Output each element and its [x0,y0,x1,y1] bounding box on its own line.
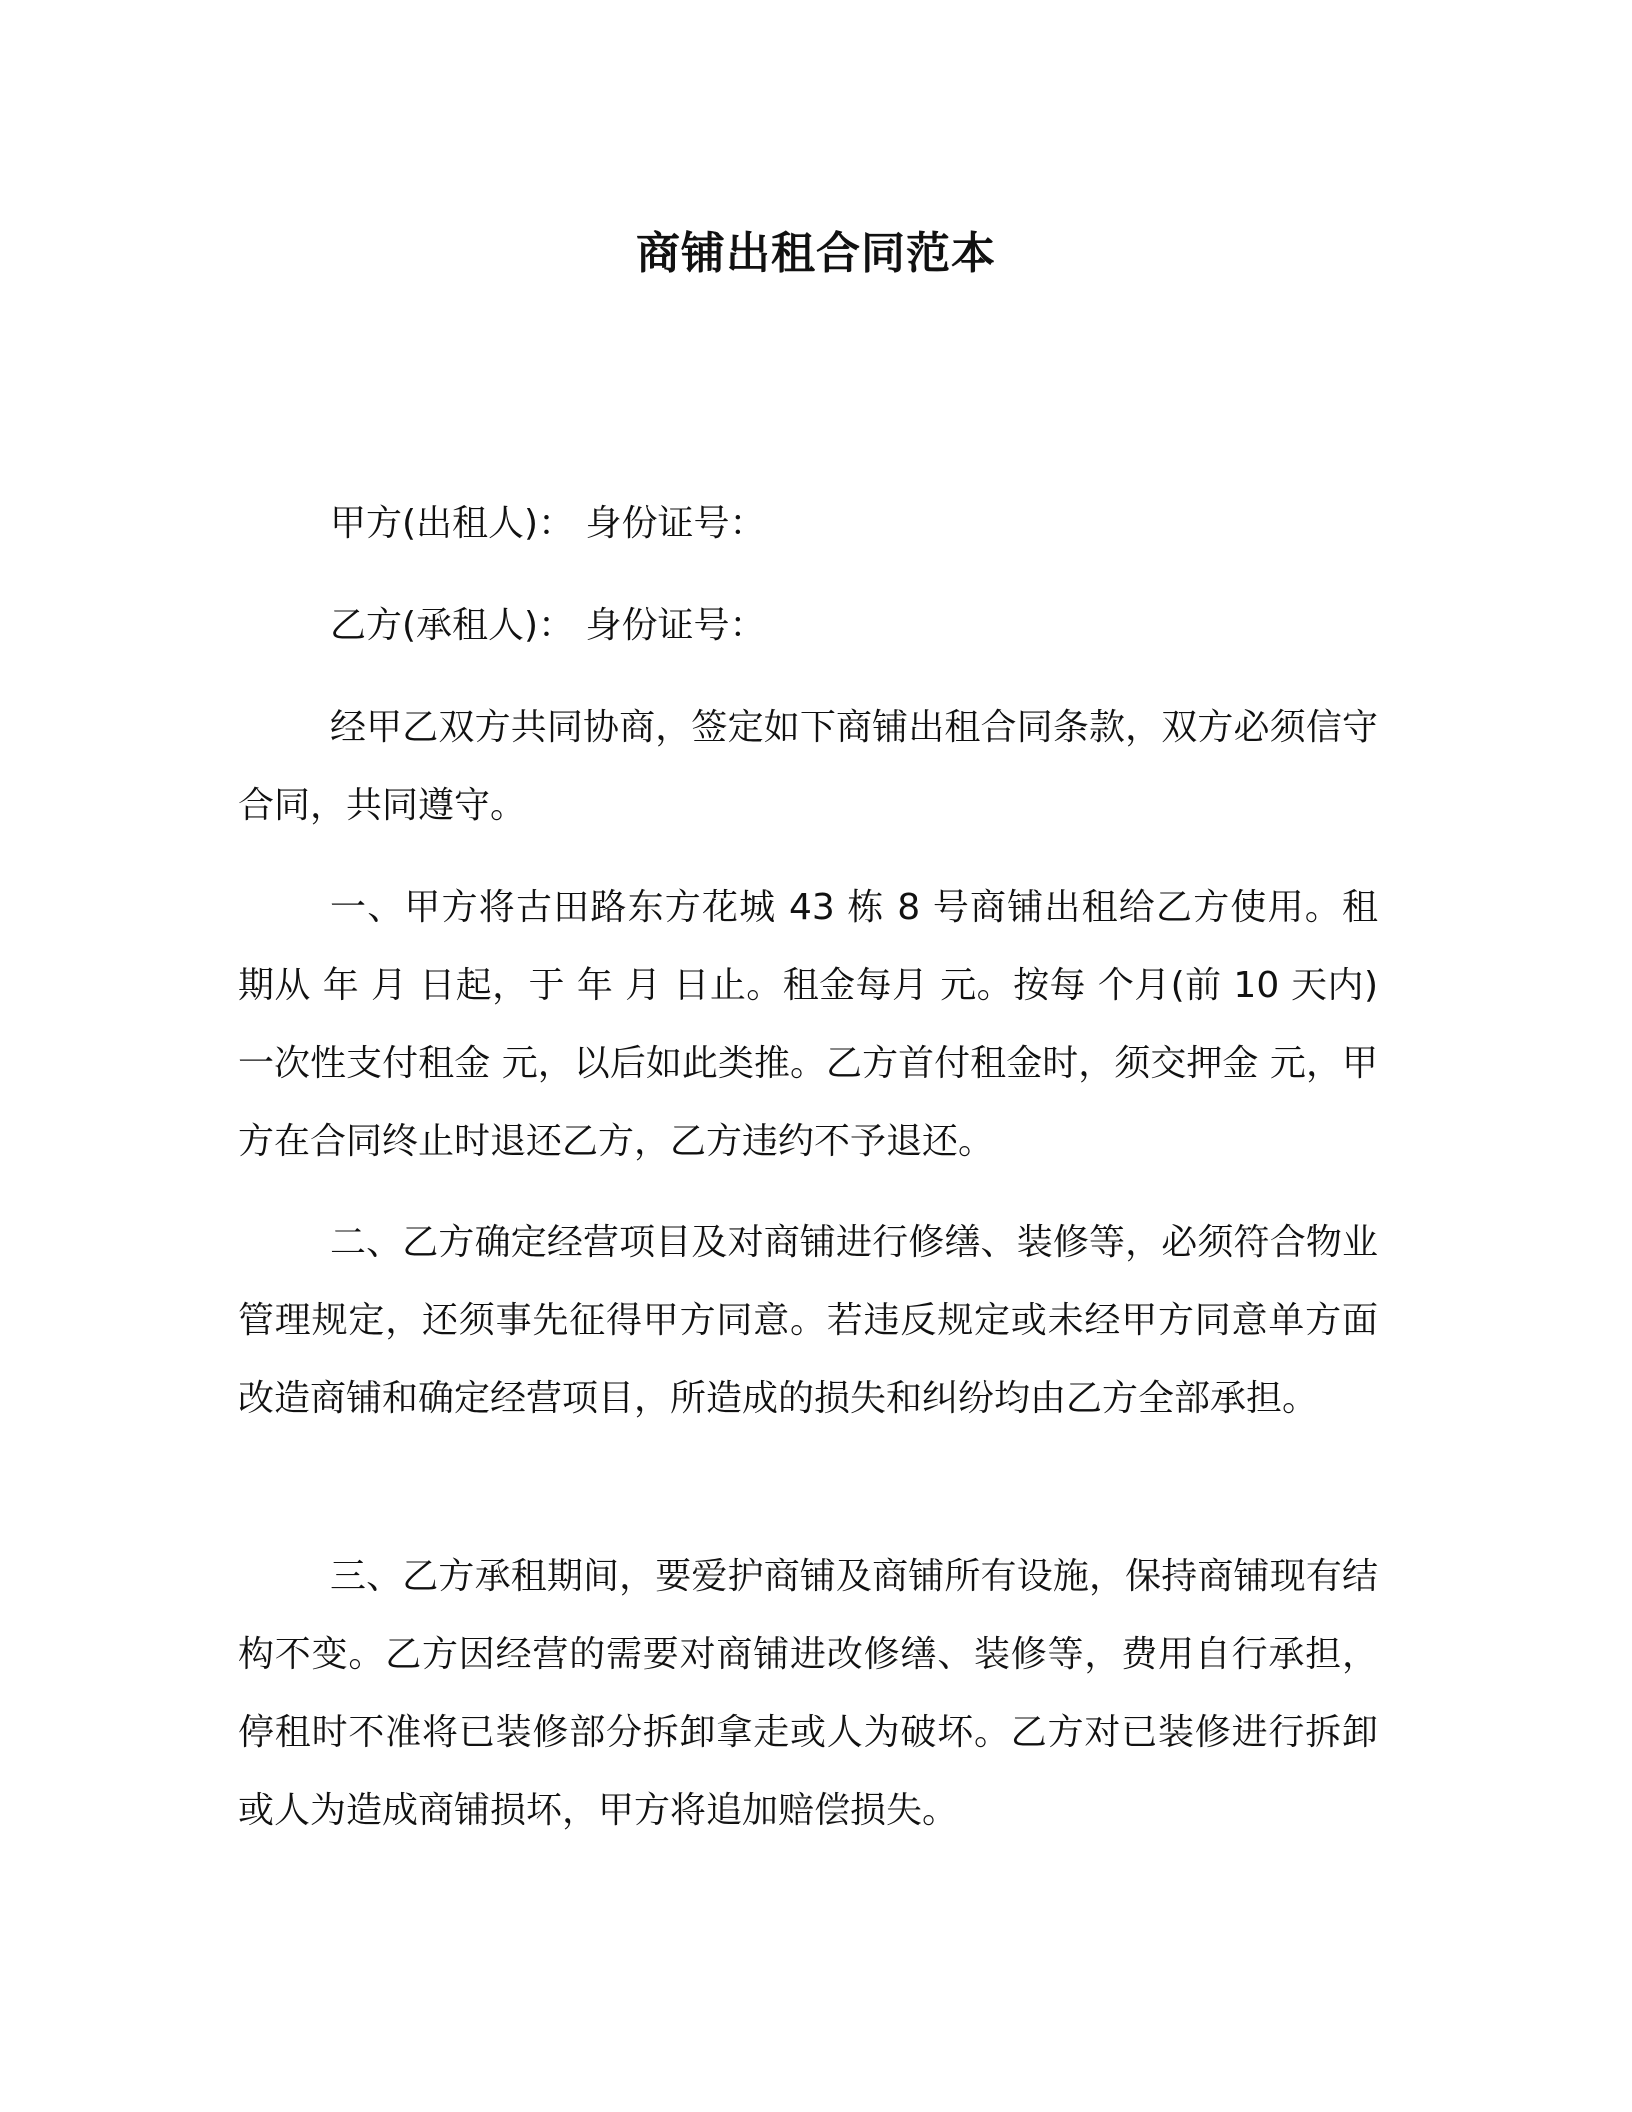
document-title: 商铺出租合同范本 [636,228,996,279]
clause-2-paragraph: 二、乙方确定经营项目及对商铺进行修缮、装修等，必须符合物业管理规定，还须事先征得甲方同意。若违反规定或未经甲方同意单方面改造商铺和确定经营项目，所造成的损失和纠纷均由乙方全部承担。 [238,1222,1378,1419]
party-b-line: 乙方(承租人)： 身份证号： [330,605,766,646]
clause-1-paragraph: 一、甲方将古田路东方花城 43 栋 8 号商铺出租给乙方使用。租期从 年 月 日起，于 年 月 日止。租金每月 元。按每 个月(前 10 天内)一次性支付租金 元，以后如此类推。乙方首付租金时，须交押金 元，甲方在合同终止时退还乙方，乙方违约不予退还。 [238,887,1378,1162]
clause-3-paragraph: 三、乙方承租期间，要爱护商铺及商铺所有设施，保持商铺现有结构不变。乙方因经营的需要对商铺进改修缮、装修等，费用自行承担，停租时不准将已装修部分拆卸拿走或人为破坏。乙方对已装修进行拆卸或人为造成商铺损坏，甲方将追加赔偿损失。 [238,1556,1378,1831]
party-a-line: 甲方(出租人)： 身份证号： [330,503,766,544]
preamble-paragraph: 经甲乙双方共同协商，签定如下商铺出租合同条款，双方必须信守合同，共同遵守。 [238,707,1378,826]
